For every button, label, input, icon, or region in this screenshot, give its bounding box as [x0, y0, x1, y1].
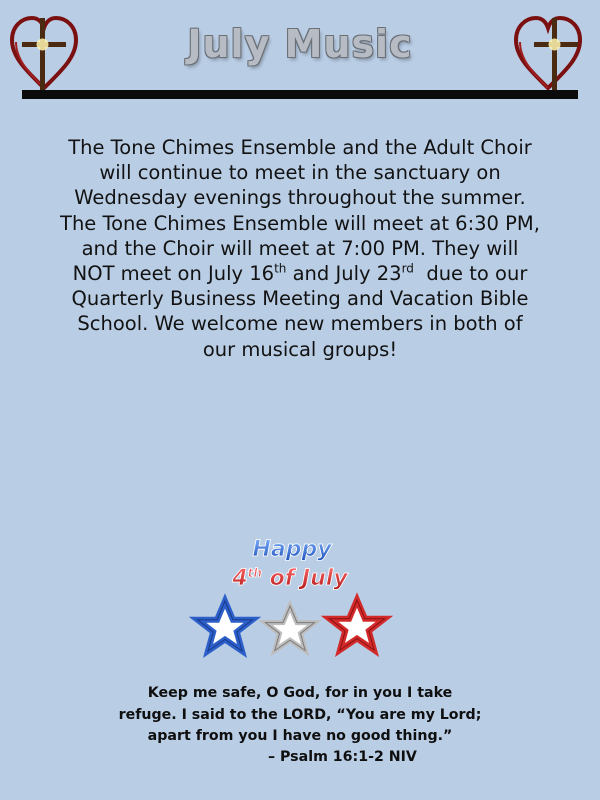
announcement-line: The Tone Chimes Ensemble and the Adult Choir — [68, 136, 532, 159]
happy-text: Happy — [252, 537, 332, 562]
silver-star-icon — [266, 606, 315, 651]
announcement-text — [20, 135, 580, 362]
announcement-line: Wednesday evenings throughout the summer. — [74, 186, 526, 210]
ordinal-suffix: rd — [401, 261, 414, 276]
ordinal-suffix: th — [274, 261, 287, 276]
announcement-line: School. We welcome new members in both of — [77, 312, 523, 336]
announcement-line: our musical groups! — [202, 337, 398, 361]
announcement-text-part: NOT meet on July 16 — [72, 262, 275, 286]
announcement-line: The Tone Chimes Ensemble will meet at 6:30 PM, — [60, 211, 540, 235]
verse-line: refuge. I said to the LORD, “You are my Lord; — [118, 706, 482, 723]
verse-line: apart from you I have no good thing.” — [147, 728, 453, 744]
page-title: July Music — [187, 22, 413, 66]
announcement-text-part: and July 23 — [286, 262, 402, 286]
announcement-line — [20, 261, 580, 286]
happy-fourth-of-july-clipart — [180, 530, 420, 665]
scripture-verse — [80, 683, 520, 748]
announcement-line: and the Choir will meet at 7:00 PM. They will — [81, 236, 519, 260]
red-star-icon — [330, 600, 385, 650]
fourth-of-july-text — [231, 566, 349, 591]
blue-star-icon — [198, 601, 253, 651]
of-july-text: of July — [261, 566, 348, 591]
verse-line: Keep me safe, O God, for in you I take — [147, 685, 453, 701]
fourth-number: 4 — [232, 566, 248, 591]
fourth-suffix: th — [247, 566, 262, 580]
announcement-text-part: due to our — [413, 262, 528, 286]
title-divider — [22, 90, 578, 99]
verse-citation: – Psalm 16:1-2 NIV — [268, 749, 417, 765]
announcement-line: will continue to meet in the sanctuary on — [99, 161, 501, 185]
announcement-line: Quarterly Business Meeting and Vacation Bible — [71, 287, 529, 311]
